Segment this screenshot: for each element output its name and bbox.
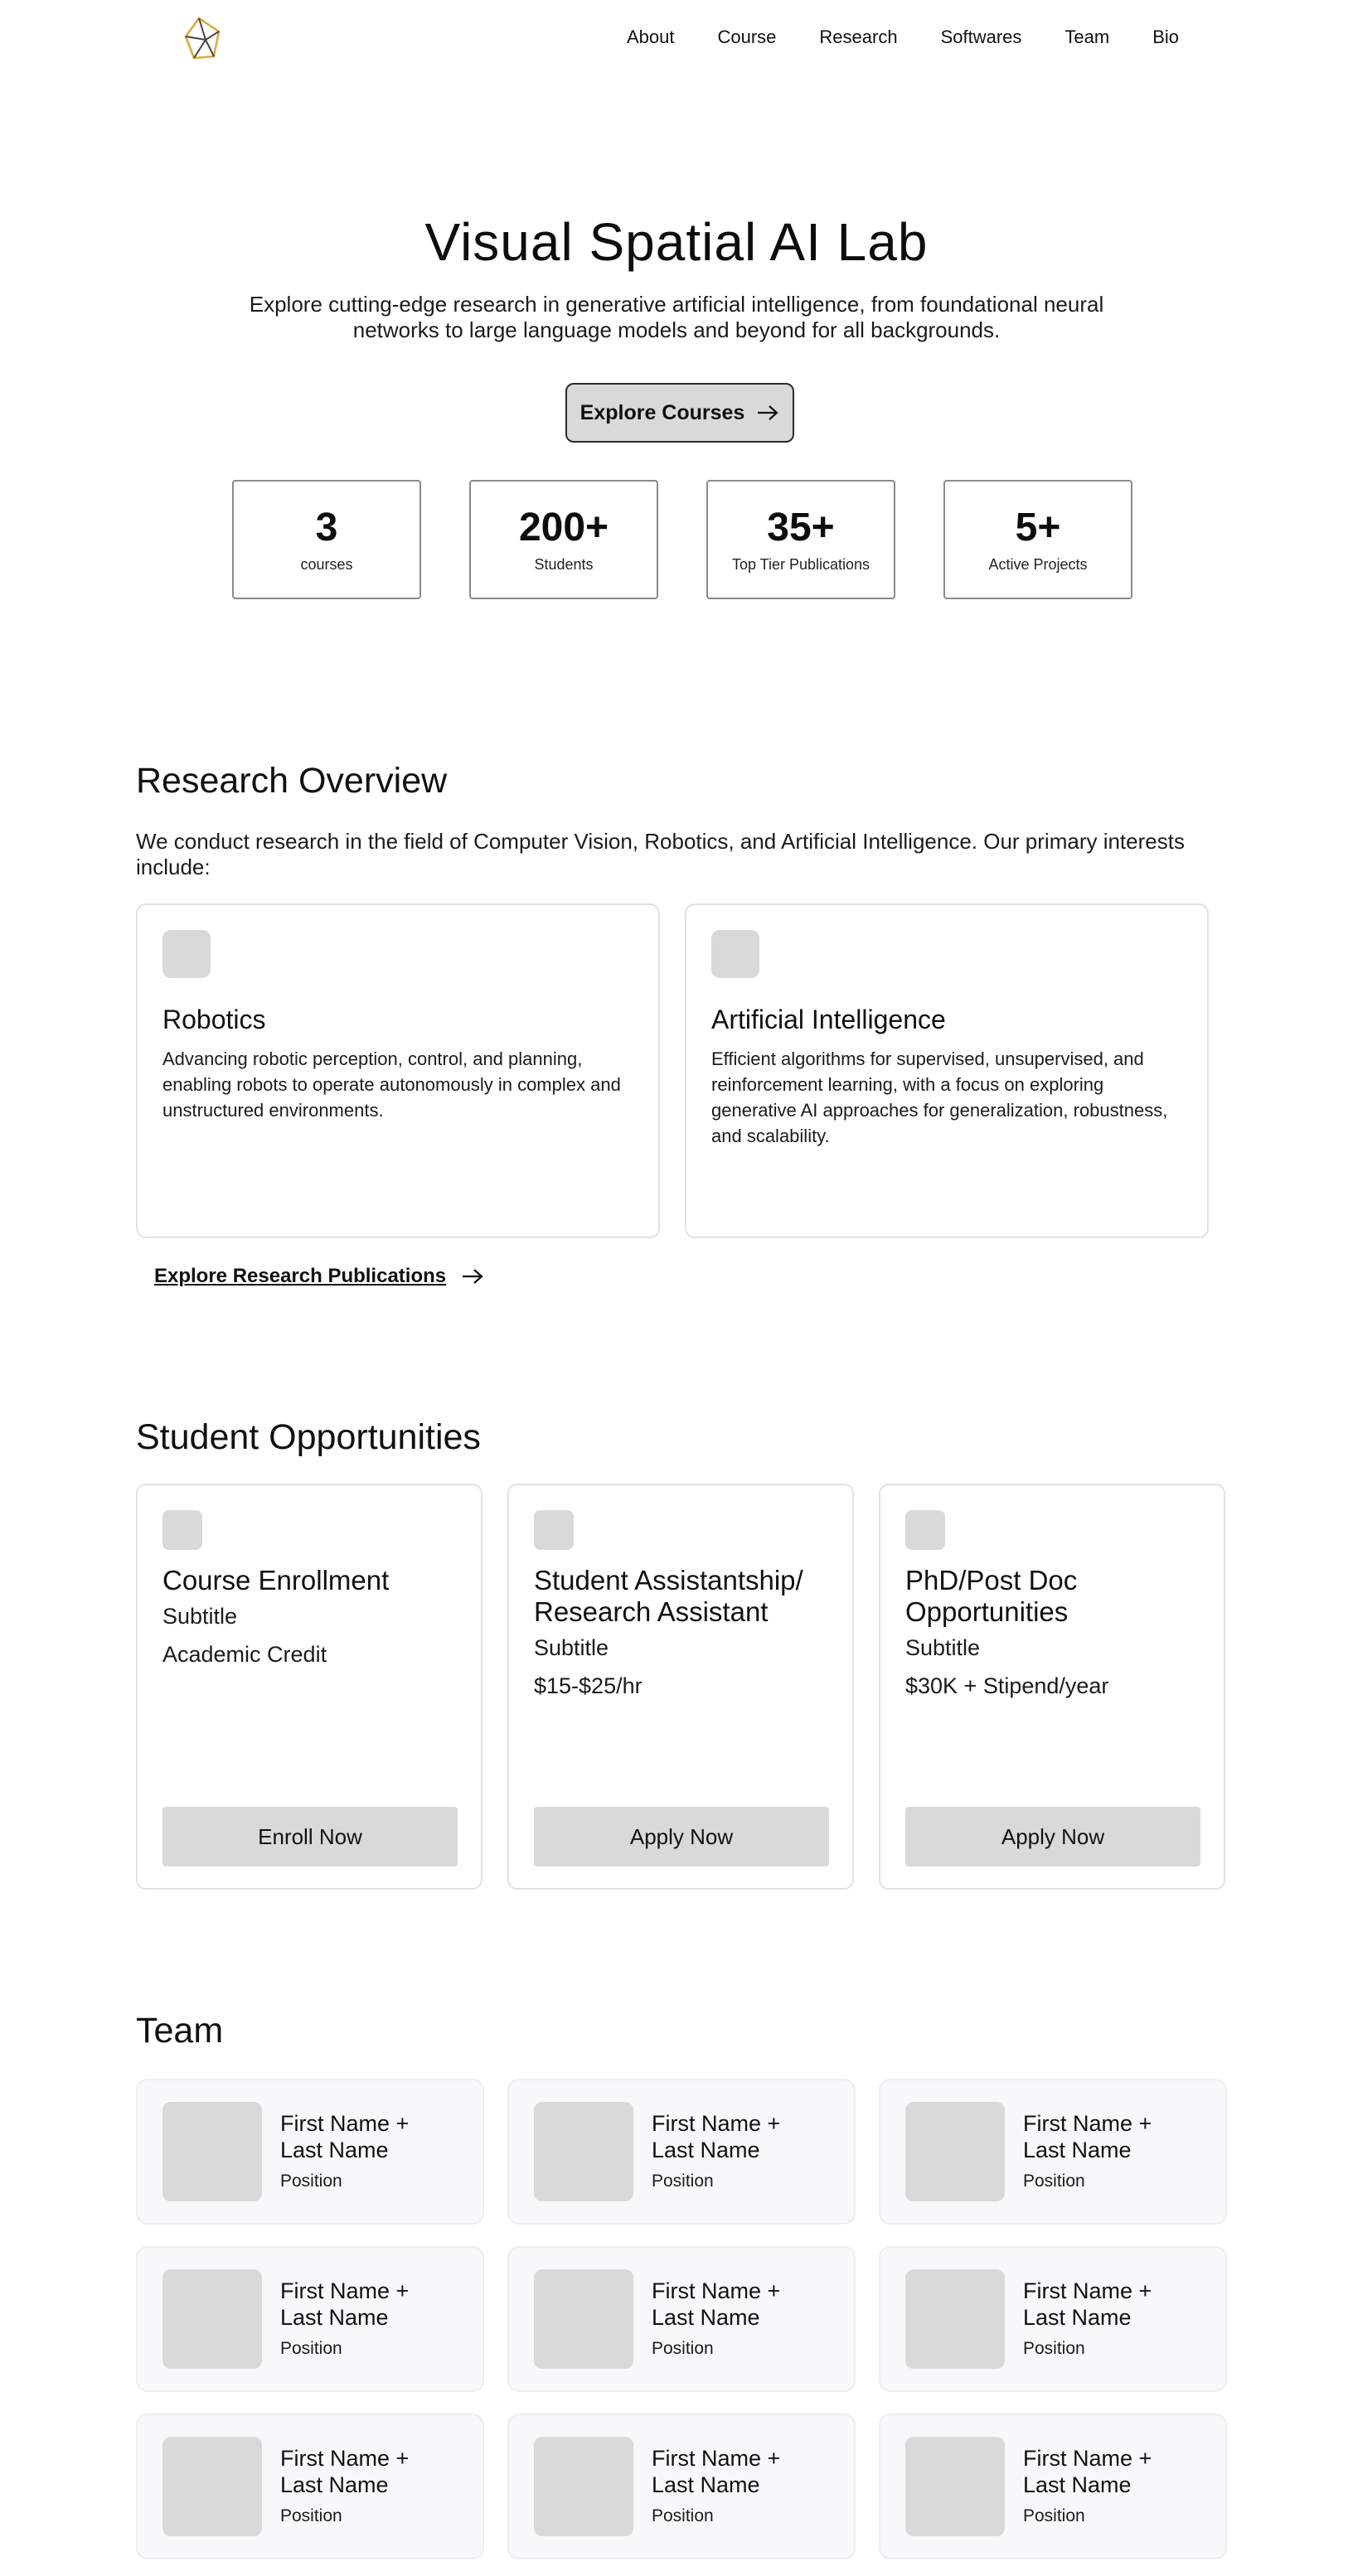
opportunity-card-body — [162, 1565, 461, 1668]
stat-value: 35+ — [767, 505, 835, 550]
stat-value: 3 — [315, 505, 338, 550]
course-enrollment-icon — [162, 1510, 202, 1550]
research-card-robotics[interactable] — [136, 903, 660, 1238]
team-section-title: Team — [136, 2011, 224, 2051]
team-member-card[interactable] — [879, 2246, 1227, 2392]
member-name: First Name + Last Name — [280, 2446, 410, 2497]
opportunity-card-body — [534, 1565, 832, 1699]
avatar — [905, 2102, 1005, 2201]
member-position: Position — [280, 2172, 342, 2191]
team-member-card[interactable] — [879, 2079, 1227, 2225]
member-name: First Name + Last Name — [652, 2278, 781, 2330]
research-card-description: Advancing robotic perception, control, and planning, enabling robots to operate autonomously in complex and unstructured environments. — [162, 1048, 621, 1121]
enroll-now-button[interactable]: Enroll Now — [162, 1807, 458, 1867]
member-position: Position — [652, 2172, 714, 2191]
avatar — [162, 2102, 262, 2201]
lab-logo-icon[interactable] — [181, 15, 226, 63]
opportunity-title: Course Enrollment — [162, 1565, 390, 1595]
nav-link-softwares[interactable]: Softwares — [940, 27, 1022, 47]
opportunity-card-body — [905, 1565, 1204, 1699]
stat-label: Students — [534, 555, 594, 573]
team-member-card[interactable] — [136, 2079, 484, 2225]
member-position: Position — [652, 2339, 714, 2358]
opportunity-card-course-enrollment — [136, 1484, 483, 1890]
research-section-title: Research Overview — [136, 761, 448, 801]
nav-links — [627, 27, 1179, 48]
research-card-ai[interactable] — [685, 903, 1209, 1238]
ai-icon — [711, 930, 759, 978]
opportunity-subtitle: Subtitle — [905, 1635, 981, 1660]
stat-label: Active Projects — [988, 555, 1088, 573]
apply-now-button[interactable]: Apply Now — [905, 1807, 1200, 1867]
member-name: First Name + Last Name — [652, 2111, 781, 2162]
hero-subtitle: Explore cutting-edge research in generative artificial intelligence, from foundational neural networks to large language models and beyond for all backgrounds. — [249, 292, 1104, 342]
member-position: Position — [280, 2506, 342, 2525]
member-position: Position — [1023, 2339, 1085, 2358]
stat-value: 5+ — [1015, 505, 1061, 550]
opportunity-detail: Academic Credit — [162, 1642, 327, 1667]
nav-link-team[interactable]: Team — [1064, 27, 1110, 47]
avatar — [534, 2269, 633, 2369]
opportunities-section-title: Student Opportunities — [136, 1417, 481, 1457]
explore-courses-button[interactable] — [565, 383, 794, 443]
member-name: First Name + Last Name — [652, 2446, 781, 2497]
research-card-description: Efficient algorithms for supervised, unsupervised, and reinforcement learning, with a focus on exploring generative AI approaches for generalization, robustness, and scalability. — [711, 1048, 1168, 1146]
opportunity-title: PhD/Post Doc Opportunities — [905, 1565, 1078, 1627]
assistantship-icon — [534, 1510, 574, 1550]
research-card-title: Artificial Intelligence — [711, 1005, 946, 1034]
member-position: Position — [1023, 2172, 1085, 2191]
member-position: Position — [1023, 2506, 1085, 2525]
avatar — [534, 2437, 633, 2536]
stat-value: 200+ — [518, 505, 609, 550]
hero-title: Visual Spatial AI Lab — [424, 212, 929, 272]
team-member-card[interactable] — [136, 2246, 484, 2392]
arrow-right-icon — [756, 404, 779, 421]
avatar — [905, 2437, 1005, 2536]
nav-link-course[interactable]: Course — [717, 27, 777, 47]
member-name: First Name + Last Name — [1023, 2111, 1152, 2162]
explore-courses-label: Explore Courses — [580, 400, 745, 424]
opportunity-detail: $15-$25/hr — [534, 1673, 643, 1698]
opportunity-subtitle: Subtitle — [162, 1604, 238, 1629]
team-member-card[interactable] — [507, 2246, 856, 2392]
opportunity-card-assistantship — [507, 1484, 854, 1890]
team-member-card[interactable] — [507, 2414, 856, 2559]
member-name: First Name + Last Name — [1023, 2278, 1152, 2330]
stat-label: Top Tier Publications — [731, 555, 870, 573]
team-member-card[interactable] — [507, 2079, 856, 2225]
robotics-icon — [162, 930, 211, 978]
stat-card-courses — [232, 480, 421, 599]
explore-publications-link[interactable] — [154, 1265, 484, 1288]
avatar — [162, 2269, 262, 2369]
avatar — [162, 2437, 262, 2536]
stat-card-publications — [706, 480, 895, 599]
opportunity-card-phd-postdoc — [879, 1484, 1225, 1890]
nav-link-bio[interactable]: Bio — [1152, 27, 1179, 47]
opportunity-subtitle: Subtitle — [534, 1635, 609, 1660]
opportunity-title: Student Assistantship/ Research Assistant — [534, 1565, 803, 1627]
opportunity-detail: $30K + Stipend/year — [905, 1673, 1109, 1698]
avatar — [534, 2102, 633, 2201]
research-card-title: Robotics — [162, 1005, 266, 1034]
nav-link-about[interactable]: About — [627, 27, 675, 47]
member-name: First Name + Last Name — [1023, 2446, 1152, 2497]
nav-link-research[interactable]: Research — [819, 27, 898, 47]
apply-now-button[interactable]: Apply Now — [534, 1807, 829, 1867]
avatar — [905, 2269, 1005, 2369]
member-name: First Name + Last Name — [280, 2111, 410, 2162]
stat-label: courses — [300, 555, 353, 573]
top-navigation — [0, 0, 1353, 76]
team-member-card[interactable] — [879, 2414, 1227, 2559]
member-position: Position — [280, 2339, 342, 2358]
arrow-right-icon — [461, 1268, 484, 1285]
research-intro: We conduct research in the field of Computer Vision, Robotics, and Artificial Intelligence. Our primary interests include: — [136, 829, 1185, 879]
phd-postdoc-icon — [905, 1510, 945, 1550]
member-position: Position — [652, 2506, 714, 2525]
stat-card-students — [469, 480, 658, 599]
explore-publications-label: Explore Research Publications — [154, 1265, 447, 1287]
member-name: First Name + Last Name — [280, 2278, 410, 2330]
stats-row — [232, 480, 1132, 599]
team-member-card[interactable] — [136, 2414, 484, 2559]
stat-card-projects — [943, 480, 1132, 599]
